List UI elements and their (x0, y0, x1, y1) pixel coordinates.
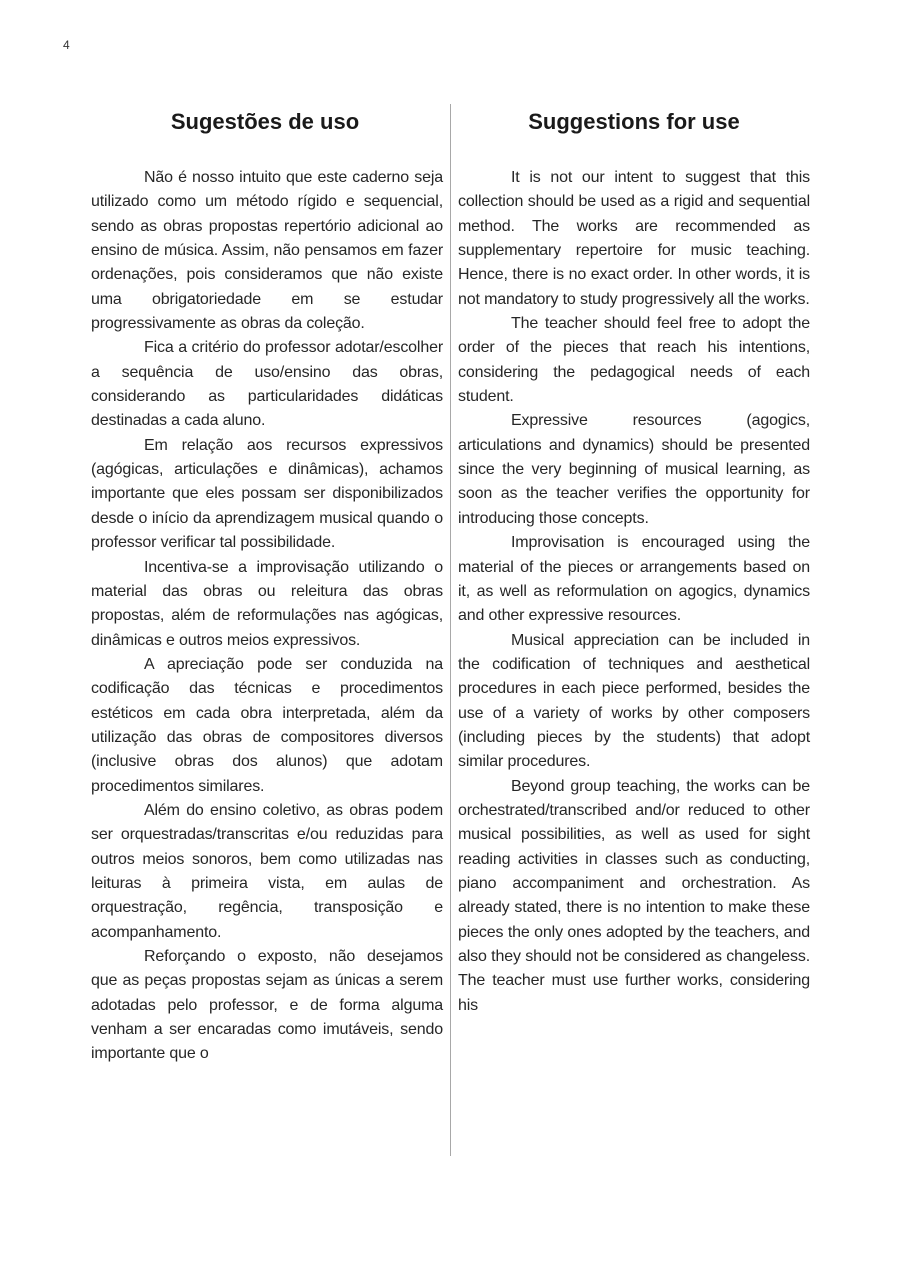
en-paragraph-2: The teacher should feel free to adopt the order of the pieces that reach his intentions, considering the pedagogical needs of each student. (458, 315, 810, 406)
pt-paragraph-6: Além do ensino coletivo, as obras podem ser orquestradas/transcritas e/ou reduzidas para outros meios sonoros, bem como utilizadas nas leituras à primeira vista, em aulas de orquestração, regência, transposição e acompanhamento. (91, 801, 443, 941)
pt-paragraph-7: Reforçando o exposto, não desejamos que as peças propostas sejam as únicas a serem adotadas pelo professor, e de forma alguma venham a ser encaradas como imutáveis, sendo importante que o (91, 948, 443, 1063)
en-paragraph-3: Expressive resources (agogics, articulations and dynamics) should be presented since the very beginning of musical learning, as soon as the teacher verifies the opportunity for introducing those concepts. (458, 412, 810, 527)
english-column (458, 104, 810, 1018)
en-paragraph-6: Beyond group teaching, the works can be orchestrated/transcribed and/or reduced to other musical possibilities, as well as used for sight reading activities in classes such as conducting, piano accompaniment and orchestration. As already stated, there is no intention to make these pieces the only ones adopted by the teachers, and also they should not be considered as changeless. The teacher must use further works, considering his (458, 777, 810, 1014)
en-paragraph-4: Improvisation is encouraged using the material of the pieces or arrangements based on it, as well as reformulation on agogics, dynamics and other expressive resources. (458, 534, 810, 625)
pt-paragraph-1: Não é nosso intuito que este caderno seja utilizado como um método rígido e sequencial, sendo as obras propostas repertório adicional ao ensino de música. Assim, não pensamos em fazer ordenações, pois consideramos que não existe uma obrigatoriedade em se estudar progressivamente as obras da coleção. (91, 169, 443, 333)
english-heading: Suggestions for use (528, 109, 740, 134)
pt-paragraph-5: A apreciação pode ser conduzida na codificação das técnicas e procedimentos estéticos em cada obra interpretada, além da utilização das obras de compositores diversos (inclusive obras dos alunos) que adotam procedimentos similares. (91, 655, 443, 795)
portuguese-heading: Sugestões de uso (170, 109, 360, 134)
portuguese-column (91, 104, 443, 1067)
en-paragraph-1: It is not our intent to suggest that this collection should be used as a rigid and sequential method. The works are recommended as supplementary repertoire for music teaching. Hence, there is no exact order. In other words, it is not mandatory to study progressively all the works. (458, 169, 810, 308)
en-paragraph-5: Musical appreciation can be included in the codification of techniques and aesthetical procedures in each piece performed, besides the use of a variety of works by other composers (including pieces by the students) that adopt similar procedures. (458, 631, 810, 771)
page-number: 4 (63, 38, 70, 52)
column-divider (450, 104, 451, 1156)
pt-paragraph-2: Fica a critério do professor adotar/escolher a sequência de uso/ensino das obras, considerando as particularidades didáticas destinadas a cada aluno. (91, 339, 443, 430)
pt-paragraph-4: Incentiva-se a improvisação utilizando o material das obras ou releitura das obras propostas, além de reformulações nas agógicas, dinâmicas e outros meios expressivos. (91, 558, 443, 649)
pt-paragraph-3: Em relação aos recursos expressivos (agógicas, articulações e dinâmicas), achamos importante que eles possam ser disponibilizados desde o início da aprendizagem musical quando o professor verificar tal possibilidade. (91, 436, 443, 552)
